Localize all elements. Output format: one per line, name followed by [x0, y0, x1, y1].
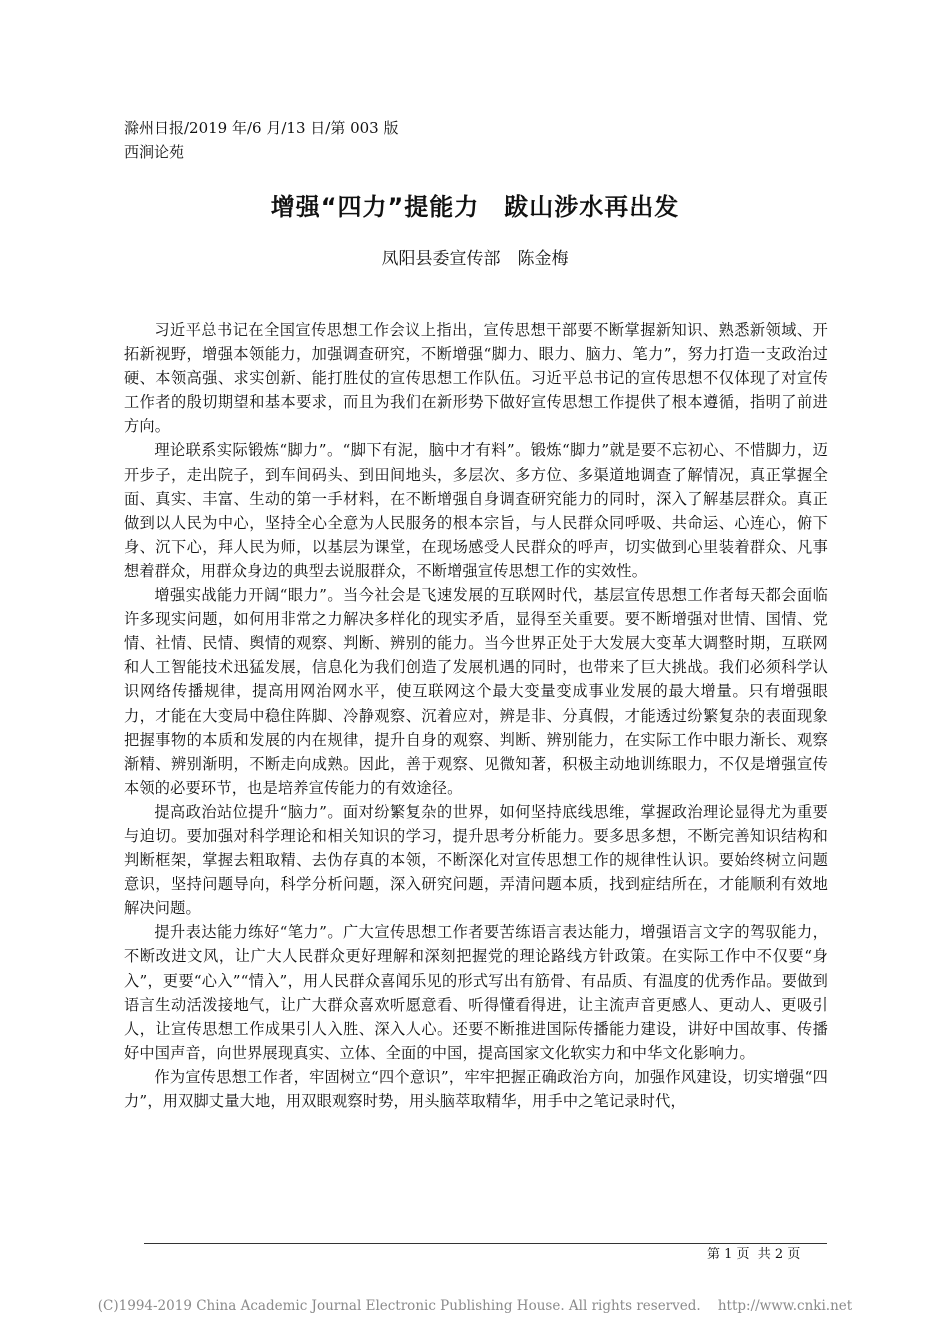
column-name: 西涧论苑 — [124, 143, 185, 161]
paragraph-eye-power: 增强实战能力开阔“眼力”。当今社会是飞速发展的互联网时代，基层宣传思想工作者每天都会面临许多现实问题，如何用非常之力解决多样化的现实矛盾，显得至关重要。要不断增强对世情、国情、党情、社情、民情、舆情的观察、判断、辨别的能力。当今世界正处于大发展大变革大调整时期，互联网和人工智能技术迅猛发展，信息化为我们创造了发展机遇的同时，也带来了巨大挑战。我们必须科学认识网络传播规律，提高用网治网水平，使互联网这个最大变量变成事业发展的最大增量。只有增强眼力，才能在大变局中稳住阵脚、冷静观察、沉着应对，辨是非、分真假，才能透过纷繁复杂的表面现象把握事物的本质和发展的内在规律，提升自身的观察、判断、辨别能力，在实际工作中眼力渐长、观察渐精、辨别渐明，不断走向成熟。因此，善于观察、见微知著，积极主动地训练眼力，不仅是增强宣传本领的必要环节，也是培养宣传能力的有效途径。 — [124, 586, 828, 797]
copyright-notice: (C)1994-2019 China Academic Journal Electronic Publishing House. All rights reserved. http://www.cnki.net — [97, 1298, 853, 1314]
paragraph-pen-power: 提升表达能力练好“笔力”。广大宣传思想工作者要苦练语言表达能力，增强语言文字的驾驭能力，不断改进文风，让广大人民群众更好理解和深刻把握党的理论路线方针政策。在实际工作中不仅要“身入”，更要“心入”“情入”，用人民群众喜闻乐见的形式写出有筋骨、有品质、有温度的优秀作品。要做到语言生动活泼接地气，让广大群众喜欢听愿意看、听得懂看得进，让主流声音更感人、更动人、更吸引人，让宣传思想工作成果引人入胜、深入人心。还要不断推进国际传播能力建设，讲好中国故事、传播好中国声音，向世界展现真实、立体、全面的中国，提高国家文化软实力和中华文化影响力。 — [124, 923, 828, 1062]
article-author: 凤阳县委宣传部 陈金梅 — [381, 249, 569, 269]
footer-divider — [144, 1243, 827, 1244]
paragraph-conclusion: 作为宣传思想工作者，牢固树立“四个意识”，牢牢把握正确政治方向，加强作风建设，切实增强“四力”，用双脚丈量大地，用双眼观察时势，用头脑萃取精华，用手中之笔记录时代， — [124, 1067, 828, 1110]
page-number: 第 1 页 共 2 页 — [707, 1247, 801, 1262]
article-title: 增强“四力”提能力 跋山涉水再出发 — [270, 193, 680, 221]
article-body — [124, 318, 828, 1113]
source-line: 滁州日报/2019 年/6 月/13 日/第 003 版 — [124, 119, 399, 137]
paragraph-foot-power: 理论联系实际锻炼“脚力”。“脚下有泥，脑中才有料”。锻炼“脚力”就是要不忘初心、不惜脚力，迈开步子，走出院子，到车间码头、到田间地头，多层次、多方位、多渠道地调查了解情况，真正掌握全面、真实、丰富、生动的第一手材料，在不断增强自身调查研究能力的同时，深入了解基层群众。真正做到以人民为中心，坚持全心全意为人民服务的根本宗旨，与人民群众同呼吸、共命运、心连心，俯下身、沉下心，拜人民为师，以基层为课堂，在现场感受人民群众的呼声，切实做到心里装着群众、凡事想着群众，用群众身边的典型去说服群众，不断增强宣传思想工作的实效性。 — [124, 441, 828, 580]
paragraph-brain-power: 提高政治站位提升“脑力”。面对纷繁复杂的世界，如何坚持底线思维，掌握政治理论显得尤为重要与迫切。要加强对科学理论和相关知识的学习，提升思考分析能力。要多思多想，不断完善知识结构和判断框架，掌握去粗取精、去伪存真的本领，不断深化对宣传思想工作的规律性认识。要始终树立问题意识，坚持问题导向，科学分析问题，深入研究问题，弄清问题本质，找到症结所在，才能顺利有效地解决问题。 — [124, 802, 828, 918]
paragraph-intro: 习近平总书记在全国宣传思想工作会议上指出，宣传思想干部要不断掌握新知识、熟悉新领域、开拓新视野，增强本领能力，加强调查研究，不断增强“脚力、眼力、脑力、笔力”，努力打造一支政治过硬、本领高强、求实创新、能打胜仗的宣传思想工作队伍。习近平总书记的宣传思想不仅体现了对宣传工作者的殷切期望和基本要求，而且为我们在新形势下做好宣传思想工作提供了根本遵循，指明了前进方向。 — [124, 321, 828, 436]
